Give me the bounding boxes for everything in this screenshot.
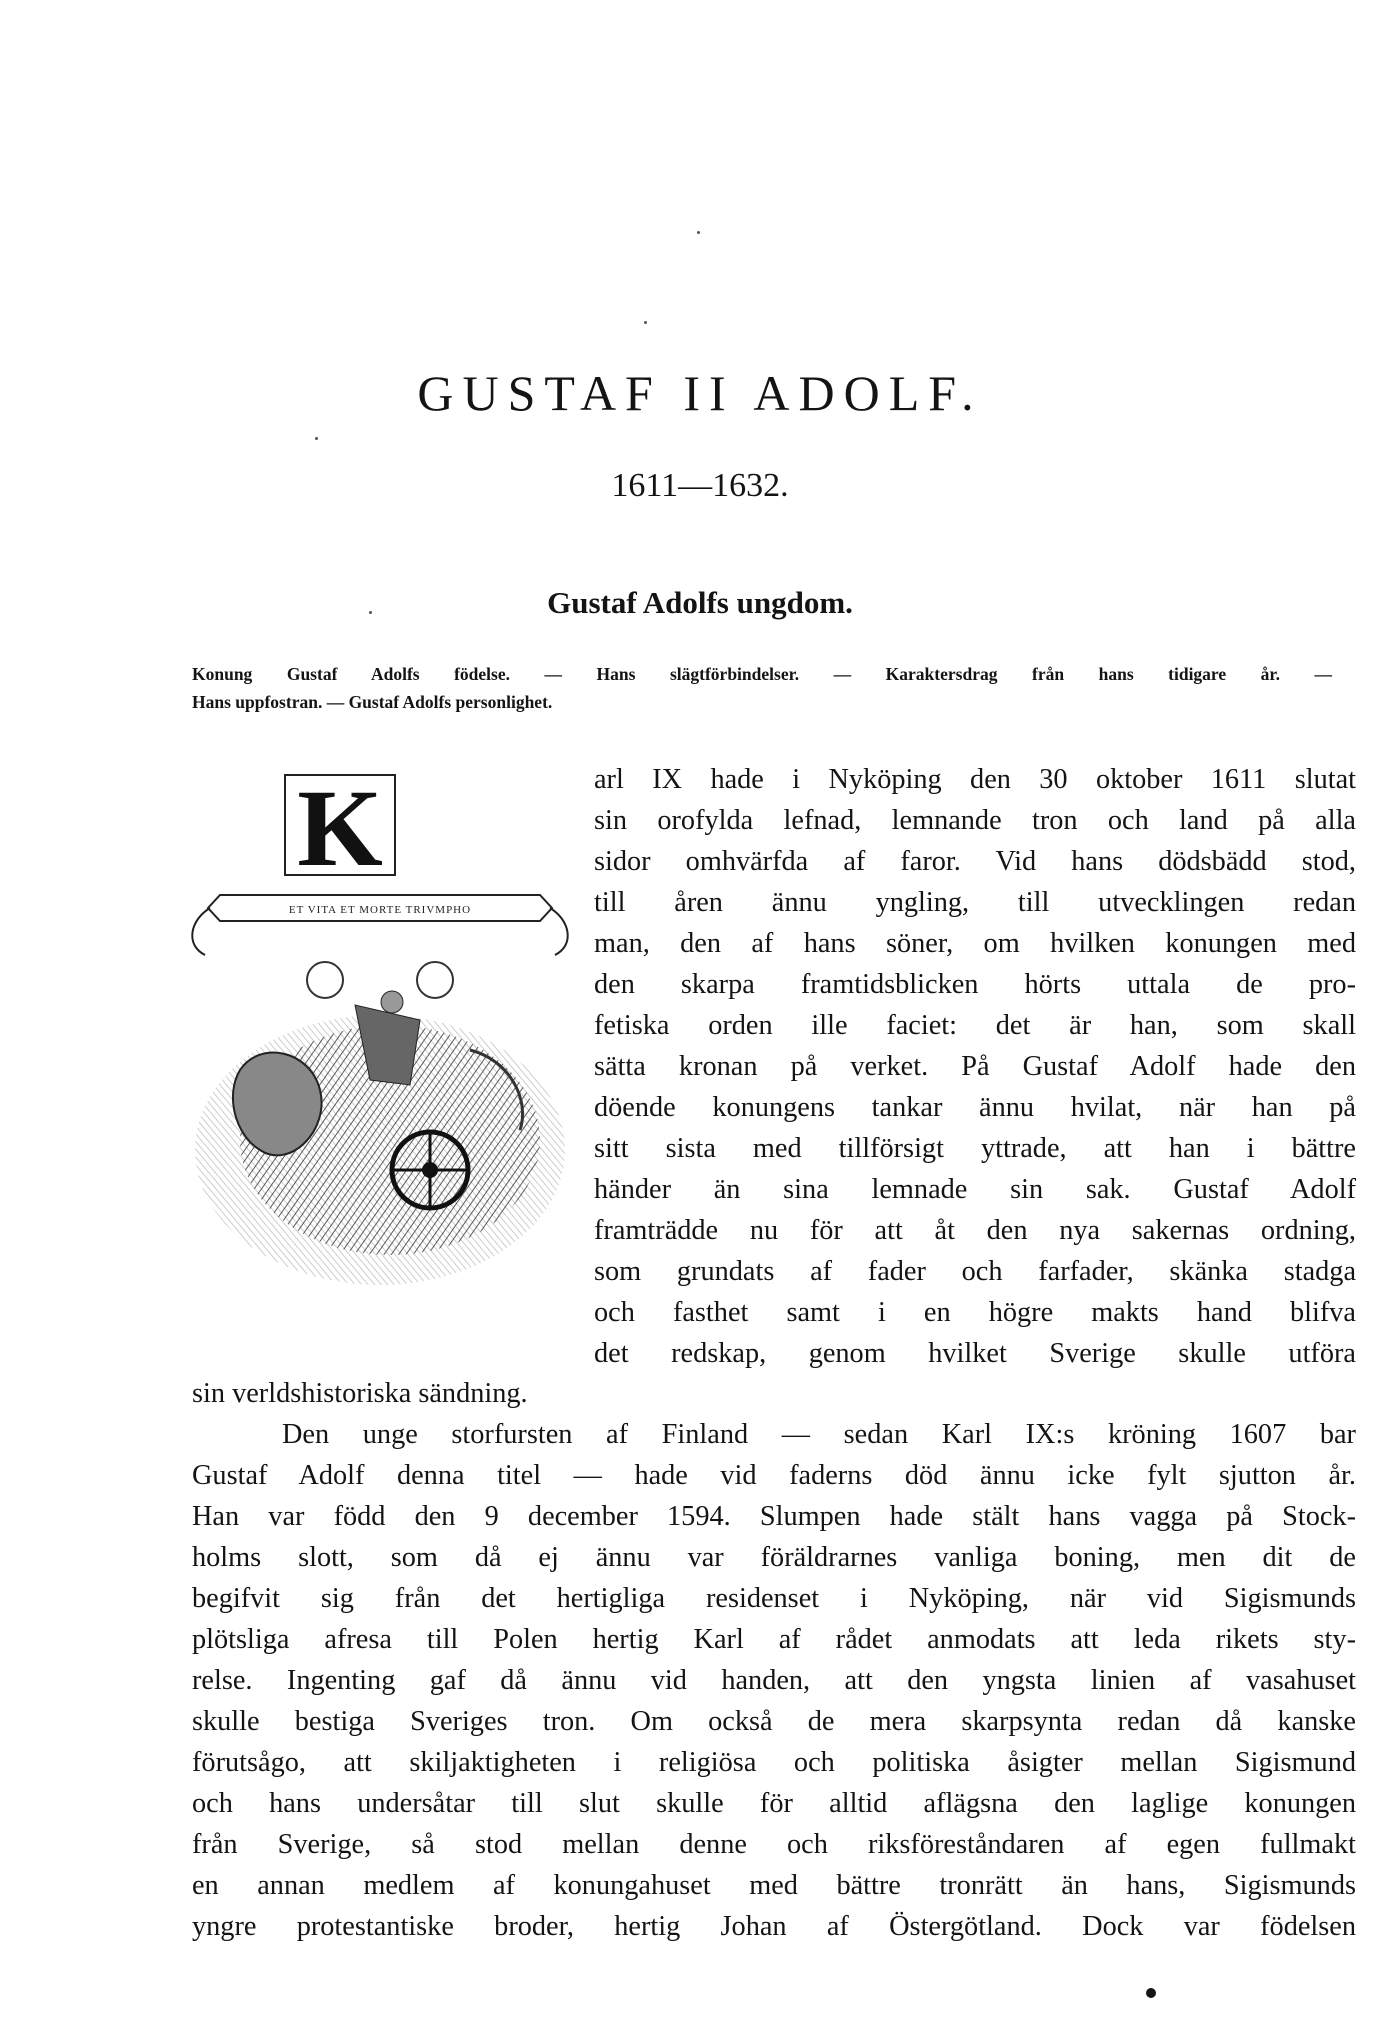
text-line: arl IX hade i Nyköping den 30 oktober 1611 slutat xyxy=(594,764,1356,795)
text-line: sidor omhvärfda af faror. Vid hans dödsbädd stod, xyxy=(594,846,1356,877)
text-line: man, den af hans söner, om hvilken konungen med xyxy=(594,928,1356,959)
text-line: skulle bestiga Sveriges tron. Om också de mera skarpsynta redan då kanske xyxy=(192,1706,1356,1737)
text-line: och hans undersåtar till slut skulle för alltid aflägsna den laglige konungen xyxy=(192,1788,1356,1819)
text-line: från Sverige, så stod mellan denne och riksföreståndaren af egen fullmakt xyxy=(192,1829,1356,1860)
reign-years: 1611—1632. xyxy=(611,467,789,504)
text-line: begifvit sig från det hertigliga residenset i Nyköping, när vid Sigismunds xyxy=(192,1583,1356,1614)
text-line: sin verldshistoriska sändning. xyxy=(192,1378,528,1409)
text-line: Han var född den 9 december 1594. Slumpen hade stält hans vagga på Stock- xyxy=(192,1501,1356,1532)
text-line: och fasthet samt i en högre makts hand blifva xyxy=(594,1297,1356,1328)
text-line: Den unge storfursten af Finland — sedan Karl IX:s kröning 1607 bar xyxy=(282,1419,1356,1450)
text-line: plötsliga afresa till Polen hertig Karl af rådet anmodats att leda rikets sty- xyxy=(192,1624,1356,1655)
text-line: Gustaf Adolf denna titel — hade vid faderns död ännu icke fylt sjutton år. xyxy=(192,1460,1356,1491)
text-line: framträdde nu för att åt den nya sakernas ordning, xyxy=(594,1215,1356,1246)
text-line: relse. Ingenting gaf då ännu vid handen, att den yngsta linien af vasahuset xyxy=(192,1665,1356,1696)
text-line: fetiska orden ille faciet: det är han, som skall xyxy=(594,1010,1356,1041)
illustration-engraving xyxy=(180,750,580,1290)
text-line: yngre protestantiske broder, hertig Johan af Östergötland. Dock var födelsen xyxy=(192,1911,1356,1942)
text-line: det redskap, genom hvilket Sverige skulle utföra xyxy=(594,1338,1356,1369)
chapter-heading: Gustaf Adolfs ungdom. xyxy=(547,585,853,620)
text-line: som grundats af fader och farfader, skänka stadga xyxy=(594,1256,1356,1287)
print-speck xyxy=(369,611,372,614)
chapter-summary xyxy=(192,660,1332,716)
text-line: till åren ännu yngling, till utvecklingen redan xyxy=(594,887,1356,918)
print-speck xyxy=(697,231,700,234)
text-line: sitt sista med tillförsigt yttrade, att han i bättre xyxy=(594,1133,1356,1164)
print-speck xyxy=(315,437,318,440)
motto-banner: ET VITA ET MORTE TRIVMPHO xyxy=(288,904,472,916)
text-line: händer än sina lemnade sin sak. Gustaf Adolf xyxy=(594,1174,1356,1205)
summary-line: Konung Gustaf Adolfs födelse. — Hans slägtförbindelser. — Karaktersdrag från hans tidigare år. — xyxy=(192,664,1332,684)
print-speck xyxy=(644,321,647,324)
text-line: sin orofylda lefnad, lemnande tron och land på alla xyxy=(594,805,1356,836)
engraved-initial-illustration xyxy=(180,750,580,1290)
text-line: den skarpa framtidsblicken hörts uttala de pro- xyxy=(594,969,1356,1000)
text-line: en annan medlem af konungahuset med bättre tronrätt än hans, Sigismunds xyxy=(192,1870,1356,1901)
text-line: förutsågo, att skiljaktigheten i religiösa och politiska åsigter mellan Sigismund xyxy=(192,1747,1356,1778)
initial-letter: K xyxy=(297,767,383,889)
text-line: döende konungens tankar ännu hvilat, när han på xyxy=(594,1092,1356,1123)
page-title: GUSTAF II ADOLF. xyxy=(417,365,983,421)
summary-line: Hans uppfostran. — Gustaf Adolfs personlighet. xyxy=(192,692,553,712)
text-line: sätta kronan på verket. På Gustaf Adolf hade den xyxy=(594,1051,1356,1082)
page-mark xyxy=(1146,1988,1156,1998)
text-line: holms slott, som då ej ännu var föräldrarnes vanliga boning, men dit de xyxy=(192,1542,1356,1573)
